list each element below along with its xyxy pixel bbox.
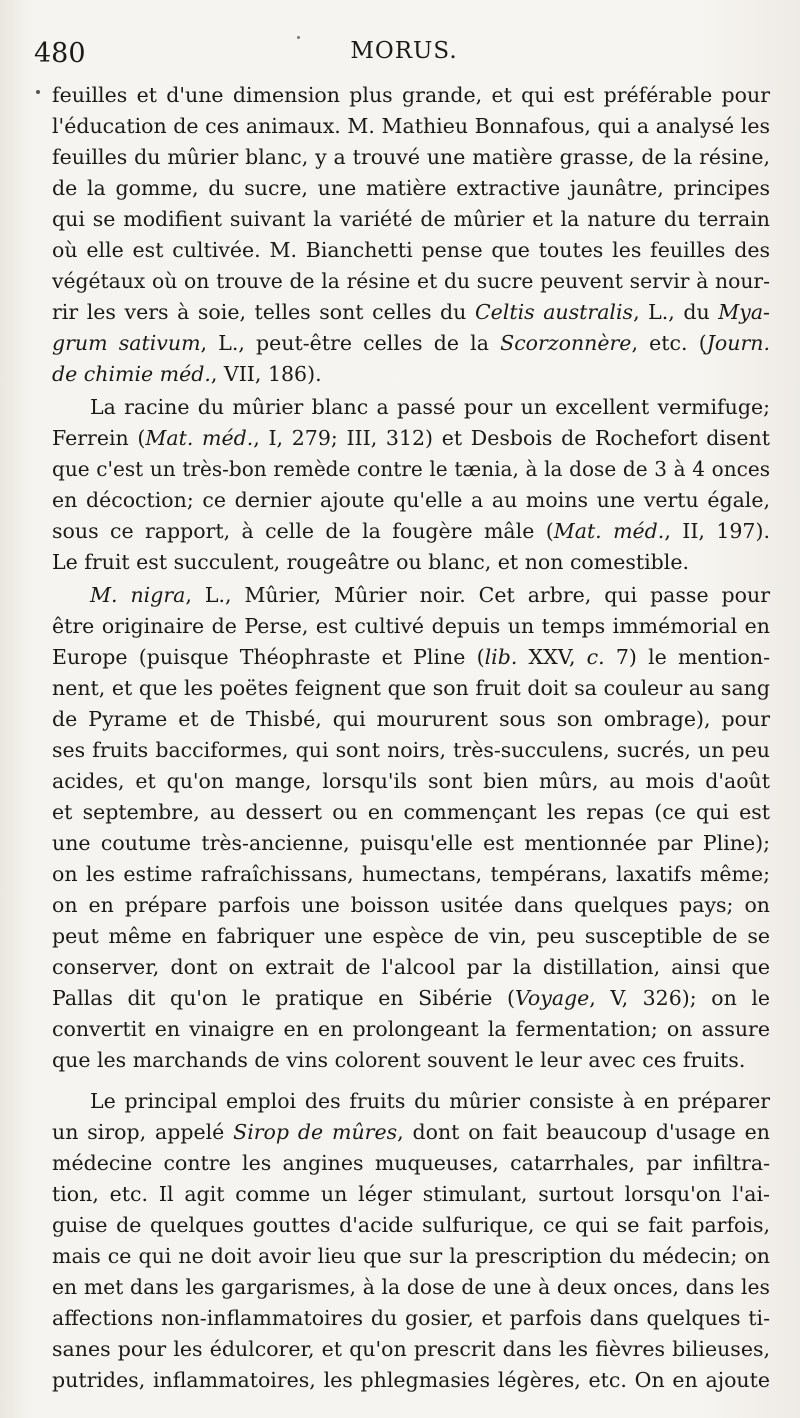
text-line: Ferrein (Mat. méd., I, 279; III, 312) et Desbois de Rochefort disent xyxy=(52,426,770,450)
text-line: feuilles du mûrier blanc, y a trouvé une matière grasse, de la résine, xyxy=(52,145,770,169)
text-line: médecine contre les angines muqueuses, catarrhales, par infiltra- xyxy=(52,1151,770,1175)
italic-text: de chimie méd. xyxy=(52,362,211,386)
text-line: où elle est cultivée. M. Bianchetti pense que toutes les feuilles des xyxy=(52,238,770,262)
text-line: La racine du mûrier blanc a passé pour un excellent vermifuge; xyxy=(90,395,770,419)
margin-mark xyxy=(36,90,40,94)
text-line: Le principal emploi des fruits du mûrier consiste à en préparer xyxy=(90,1089,770,1113)
italic-text: Mya- xyxy=(718,300,770,324)
text-line: en décoction; ce dernier ajoute qu'elle a au moins une vertu égale, xyxy=(52,488,770,512)
running-title: MORUS. xyxy=(350,38,458,64)
italic-text: c. xyxy=(586,645,605,669)
text-line: grum sativum, L., peut-être celles de la Scorzonnère, etc. (Journ. xyxy=(52,331,770,355)
text-line: que les marchands de vins colorent souvent le leur avec ces fruits. xyxy=(52,1048,746,1072)
text-line: feuilles et d'une dimension plus grande, et qui est préférable pour xyxy=(52,83,770,107)
text-line: et septembre, au dessert ou en commençant les repas (ce qui est xyxy=(52,800,770,824)
text-line: que c'est un très-bon remède contre le tænia, à la dose de 3 à 4 onces xyxy=(52,457,770,481)
body-text xyxy=(52,80,770,1396)
text-line: rir les vers à soie, telles sont celles du Celtis australis, L., du Mya- xyxy=(52,300,770,324)
italic-text: M. nigra xyxy=(90,583,186,607)
text-line: tion, etc. Il agit comme un léger stimulant, surtout lorsqu'on l'ai- xyxy=(52,1182,770,1206)
italic-text: Celtis australis xyxy=(474,300,634,324)
text-line: putrides, inflammatoires, les phlegmasies légères, etc. On en ajoute xyxy=(52,1368,770,1392)
text-line: mais ce qui ne doit avoir lieu que sur la prescription du médecin; on xyxy=(52,1244,770,1268)
text-line: on les estime rafraîchissans, humectans, tempérans, laxatifs même; xyxy=(52,862,770,886)
text-line: nent, et que les poëtes feignent que son fruit doit sa couleur au sang xyxy=(52,676,770,700)
italic-text: Voyage xyxy=(514,986,590,1010)
page-number: 480 xyxy=(34,38,86,69)
italic-text: Journ. xyxy=(706,331,770,355)
text-line: affections non-inflammatoires du gosier, et parfois dans quelques ti- xyxy=(52,1306,770,1330)
text-line: de chimie méd., VII, 186). xyxy=(52,362,322,386)
text-line: sous ce rapport, à celle de la fougère mâle (Mat. méd., II, 197). xyxy=(52,519,770,543)
text-line: une coutume très-ancienne, puisqu'elle est mentionnée par Pline); xyxy=(52,831,770,855)
text-line: qui se modifient suivant la variété de mûrier et la nature du terrain xyxy=(52,207,770,231)
text-line: acides, et qu'on mange, lorsqu'ils sont bien mûrs, au mois d'août xyxy=(52,769,770,793)
text-line: de Pyrame et de Thisbé, qui moururent sous son ombrage), pour xyxy=(52,707,770,731)
text-line: un sirop, appelé Sirop de mûres, dont on fait beaucoup d'usage en xyxy=(52,1120,770,1144)
italic-text: Sirop de mûres xyxy=(233,1120,398,1144)
text-line: on en prépare parfois une boisson usitée dans quelques pays; on xyxy=(52,893,770,917)
text-line: Pallas dit qu'on le pratique en Sibérie (Voyage, V, 326); on le xyxy=(52,986,771,1010)
italic-text: Mat. méd. xyxy=(145,426,254,450)
text-line: végétaux où on trouve de la résine et du sucre peuvent servir à nour- xyxy=(52,269,770,293)
italic-text: Scorzonnère xyxy=(500,331,632,355)
italic-text: lib. xyxy=(484,645,518,669)
text-line: être originaire de Perse, est cultivé depuis un temps immémorial en xyxy=(52,614,770,638)
text-line: sanes pour les édulcorer, et qu'on prescrit dans les fièvres bilieuses, xyxy=(52,1337,770,1361)
text-line: Europe (puisque Théophraste et Pline (lib. XXV, c. 7) le mention- xyxy=(52,645,770,669)
text-line: l'éducation de ces animaux. M. Mathieu Bonnafous, qui a analysé les xyxy=(52,114,770,138)
page-header xyxy=(34,38,774,74)
italic-text: grum sativum xyxy=(52,331,201,355)
text-line: ses fruits bacciformes, qui sont noirs, très-succulens, sucrés, un peu xyxy=(52,738,770,762)
text-line: Le fruit est succulent, rougeâtre ou blanc, et non comestible. xyxy=(52,550,689,574)
italic-text: Mat. méd. xyxy=(553,519,665,543)
text-line: conserver, dont on extrait de l'alcool par la distillation, ainsi que xyxy=(52,955,770,979)
text-line: convertit en vinaigre en en prolongeant la fermentation; on assure xyxy=(52,1017,770,1041)
text-line: de la gomme, du sucre, une matière extractive jaunâtre, principes xyxy=(52,176,770,200)
text-line: peut même en fabriquer une espèce de vin, peu susceptible de se xyxy=(52,924,770,948)
text-line: guise de quelques gouttes d'acide sulfurique, ce qui se fait parfois, xyxy=(52,1213,770,1237)
text-line: M. nigra, L., Mûrier, Mûrier noir. Cet arbre, qui passe pour xyxy=(90,583,770,607)
text-line: en met dans les gargarismes, à la dose de une à deux onces, dans les xyxy=(52,1275,770,1299)
